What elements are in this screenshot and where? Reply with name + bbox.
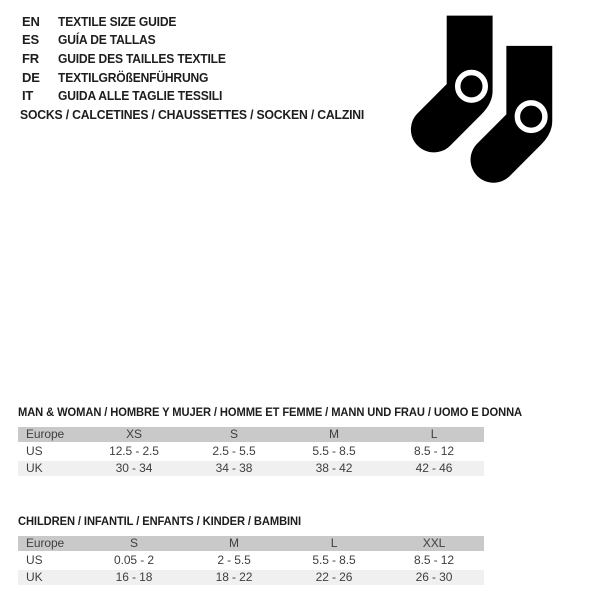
language-row — [22, 49, 238, 68]
language-code: EN — [22, 13, 40, 29]
size-value-cell: 12.5 - 2.5 — [109, 444, 159, 458]
size-value-cell: 22 - 26 — [315, 570, 353, 584]
language-code: FR — [22, 50, 39, 66]
language-label: TEXTILE SIZE GUIDE — [58, 13, 177, 29]
size-header-cell: M — [229, 536, 239, 550]
size-table — [18, 536, 484, 587]
language-label: GUÍA DE TALLAS — [58, 32, 156, 48]
row-label: US — [26, 553, 43, 567]
size-header-cell: S — [230, 427, 238, 441]
table-header-row — [18, 427, 484, 444]
language-row — [22, 86, 238, 105]
size-value-cell: 2.5 - 5.5 — [212, 444, 256, 458]
language-code: DE — [22, 69, 40, 85]
size-value-cell: 2 - 5.5 — [217, 553, 251, 567]
table-row — [18, 553, 484, 570]
region-header-cell: Europe — [26, 427, 65, 441]
region-header-cell: Europe — [26, 536, 65, 550]
size-value-cell: 42 - 46 — [415, 461, 453, 475]
size-header-cell: M — [329, 427, 339, 441]
size-table — [18, 427, 484, 478]
language-list — [22, 12, 238, 105]
size-header-cell: L — [330, 536, 338, 550]
row-label: UK — [26, 461, 43, 475]
size-value-cell: 8.5 - 12 — [414, 553, 454, 567]
language-code: ES — [22, 32, 39, 48]
size-header-cell: XXL — [422, 536, 446, 550]
table-title: MAN & WOMAN / HOMBRE Y MUJER / HOMME ET FEMME / MANN UND FRAU / UOMO E DONNA — [18, 405, 523, 419]
table-section-children — [18, 515, 484, 587]
table-title: CHILDREN / INFANTIL / ENFANTS / KINDER / BAMBINI — [18, 514, 302, 528]
language-label: GUIDA ALLE TAGLIE TESSILI — [58, 88, 223, 104]
table-row — [18, 444, 484, 461]
table-section-man-woman — [18, 405, 523, 478]
size-header-cell: S — [130, 536, 138, 550]
category-title: SOCKS / CALCETINES / CHAUSSETTES / SOCKEN / CALZINI — [20, 107, 365, 122]
size-value-cell: 16 - 18 — [115, 570, 153, 584]
language-code: IT — [22, 88, 34, 104]
size-value-cell: 0.05 - 2 — [114, 553, 154, 567]
size-value-cell: 38 - 42 — [315, 461, 353, 475]
size-value-cell: 8.5 - 12 — [414, 444, 454, 458]
table-header-row — [18, 536, 484, 553]
language-row — [22, 12, 238, 31]
language-label: TEXTILGRÖßENFÜHRUNG — [58, 69, 209, 85]
table-row — [18, 570, 484, 587]
size-value-cell: 30 - 34 — [115, 461, 153, 475]
socks-icon — [410, 15, 555, 187]
size-value-cell: 5.5 - 8.5 — [312, 444, 356, 458]
row-label: UK — [26, 570, 43, 584]
size-value-cell: 18 - 22 — [215, 570, 253, 584]
size-header-cell: XS — [126, 427, 142, 441]
language-label: GUIDE DES TAILLES TEXTILE — [58, 50, 226, 66]
size-value-cell: 5.5 - 8.5 — [312, 553, 356, 567]
size-value-cell: 34 - 38 — [215, 461, 253, 475]
language-row — [22, 68, 238, 87]
table-row — [18, 461, 484, 478]
row-label: US — [26, 444, 43, 458]
size-header-cell: L — [430, 427, 438, 441]
size-value-cell: 26 - 30 — [415, 570, 453, 584]
language-row — [22, 31, 238, 50]
